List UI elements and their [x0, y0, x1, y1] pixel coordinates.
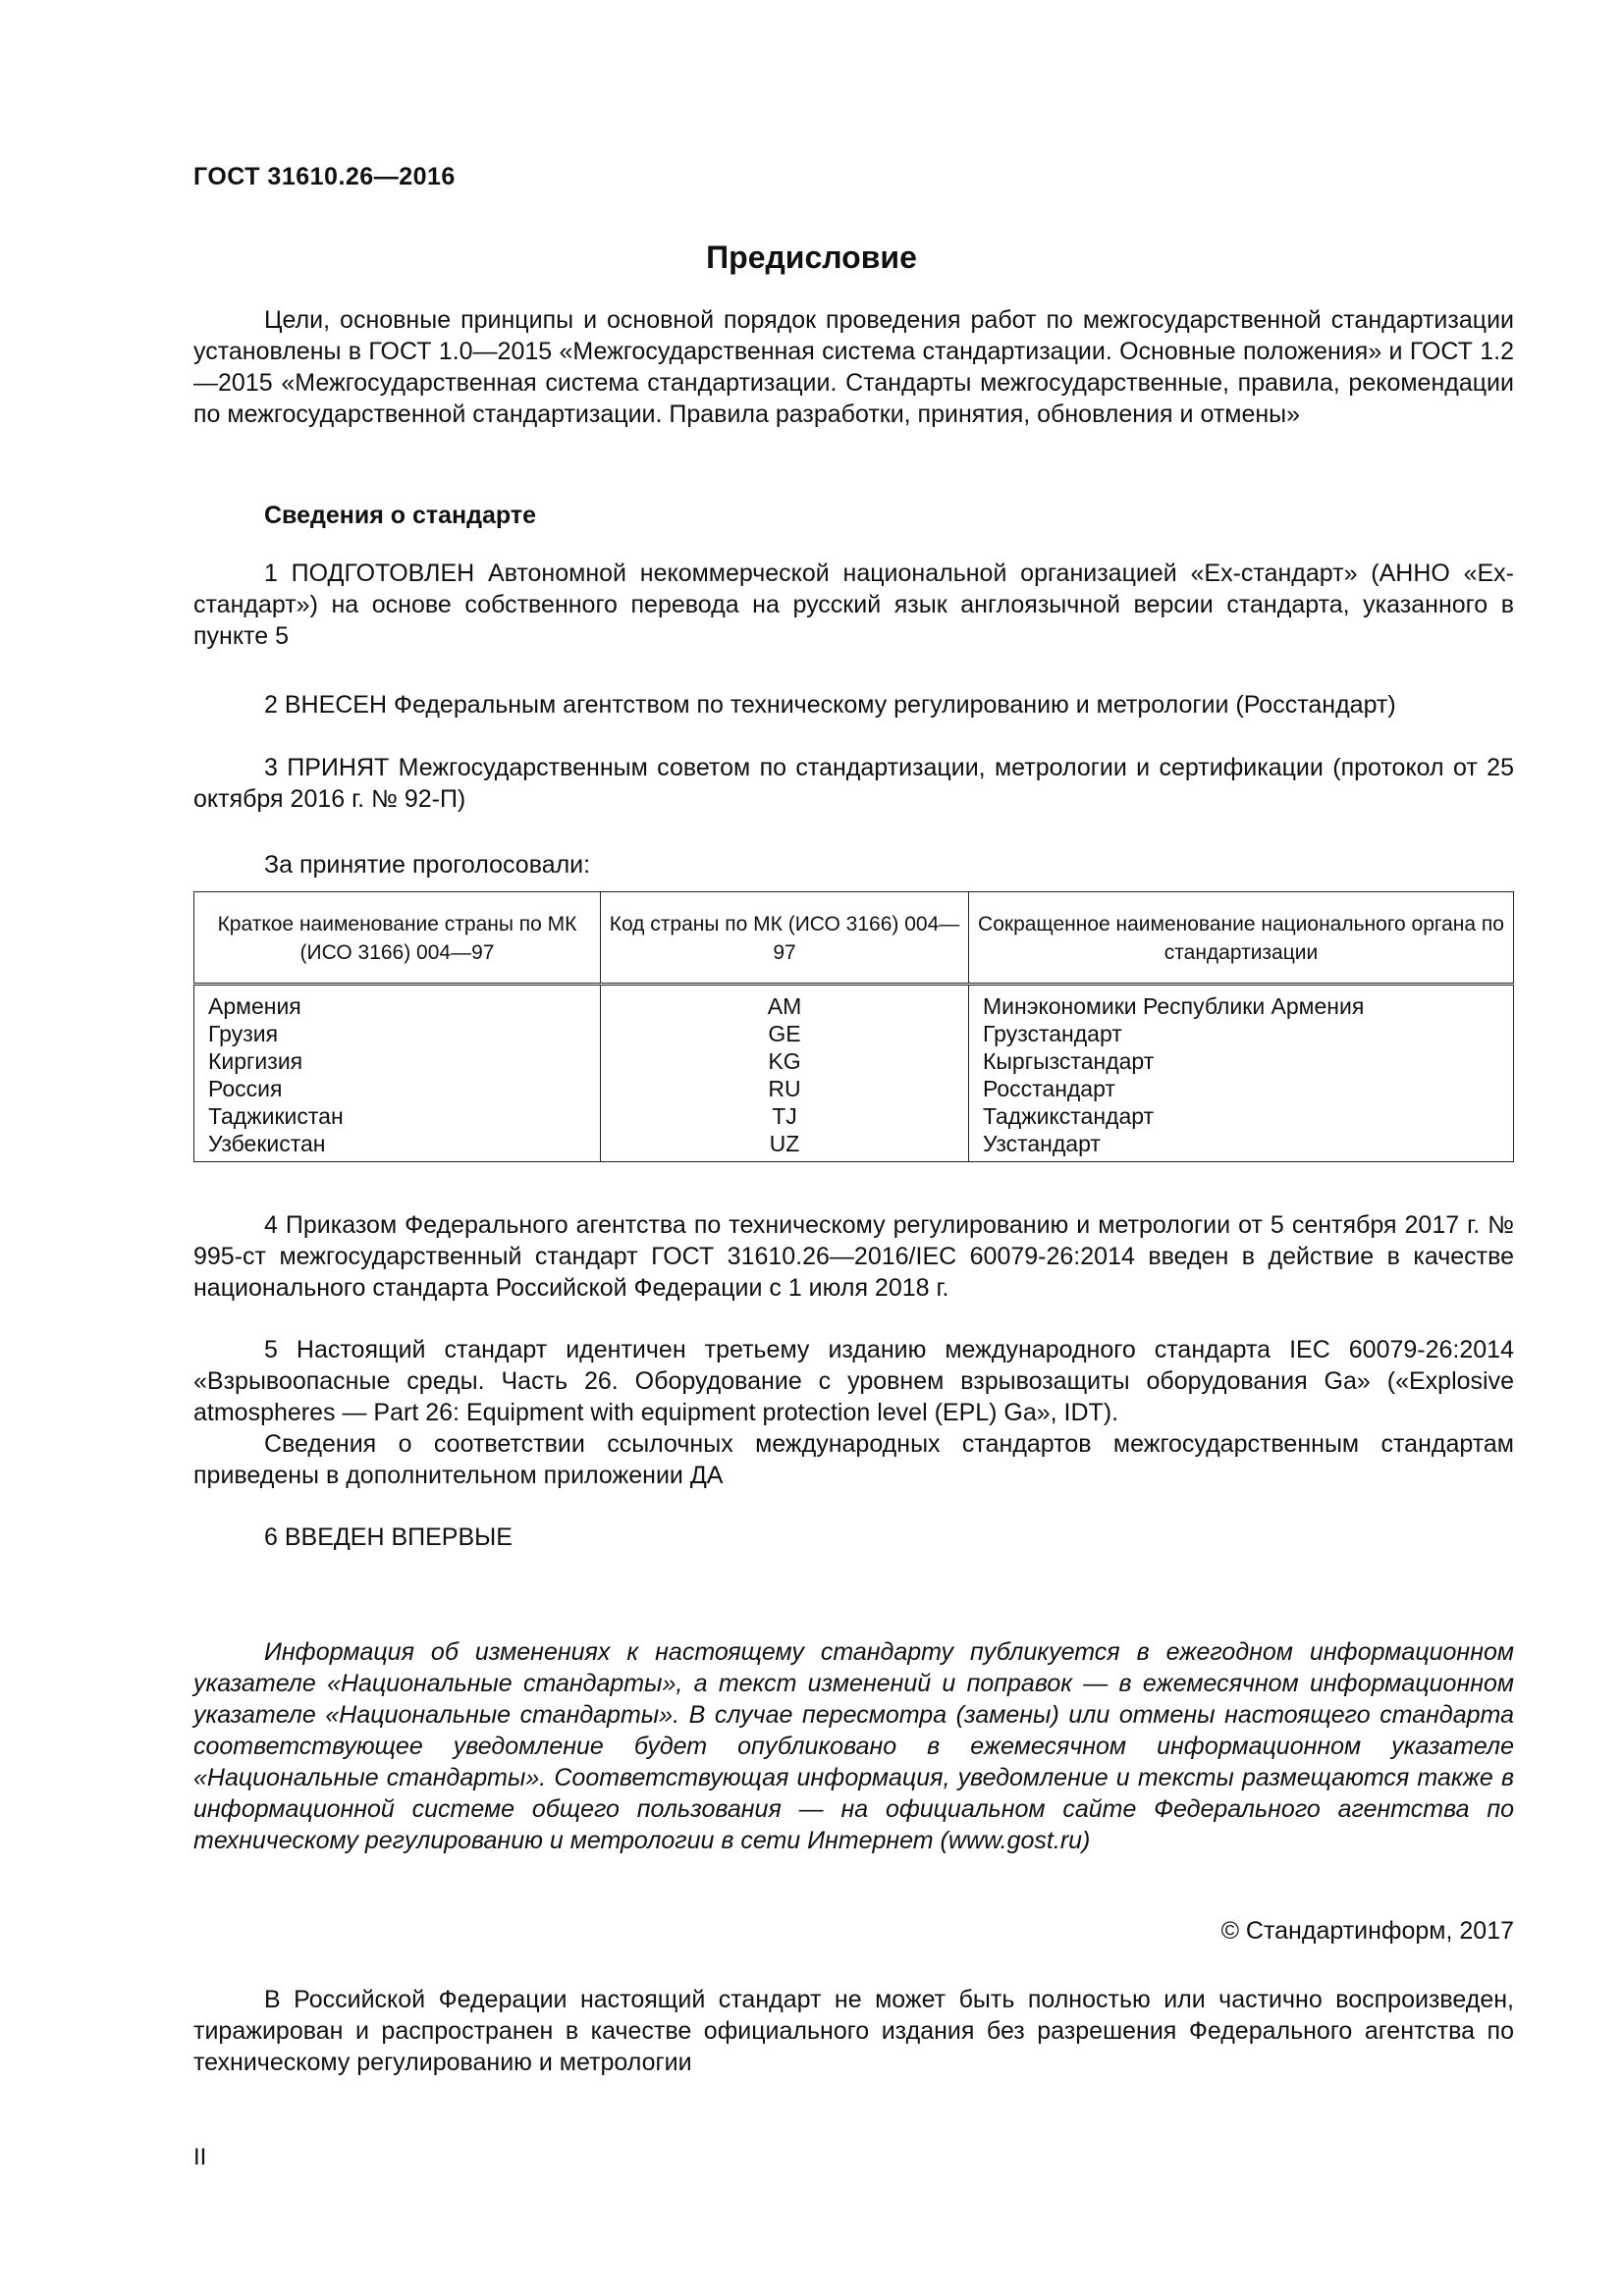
item-5-references-paragraph: Сведения о соответствии ссылочных международных стандартов межгосударственным стандартам приведены в дополнительном приложении ДА — [193, 1430, 1514, 1489]
info-notice: Информация об изменениях к настоящему стандарту публикуется в ежегодном информационном указателе «Национальные стандарты», а текст изменений и поправок — в ежемесячном информационном указателе «Национальные стандарты». В случае пересмотра (замены) или отмены настоящего стандарта соответствующее уведомление будет опубликовано в ежемесячном информационном указателе «Национальные стандарты». Соответствующая информация, уведомление и тексты размещаются также в информационной системе общего пользования — на официальном сайте Федерального агентства по техническому регулированию и метрологии в сети Интернет (www.gost.ru) — [193, 1638, 1514, 1854]
table-row — [194, 1020, 1514, 1047]
standards-body: Кыргызстандарт — [969, 1047, 1514, 1075]
voting-countries-table — [193, 891, 1514, 1162]
country-code: AM — [601, 985, 969, 1021]
table-header-country: Краткое наименование страны по МК (ИСО 3166) 004—97 — [194, 892, 601, 985]
copyright: © Стандартинформ, 2017 — [1220, 1917, 1514, 1945]
table-row — [194, 1075, 1514, 1102]
table-row — [194, 1047, 1514, 1075]
section-heading: Сведения о стандарте — [264, 502, 537, 529]
country-name: Армения — [194, 985, 601, 1021]
standards-body: Таджикстандарт — [969, 1102, 1514, 1130]
standards-body: Грузстандарт — [969, 1020, 1514, 1047]
standards-body: Росстандарт — [969, 1075, 1514, 1102]
table-header-code: Код страны по МК (ИСО 3166) 004—97 — [601, 892, 969, 985]
table-header-row — [194, 892, 1514, 985]
document-code: ГОСТ 31610.26—2016 — [193, 163, 456, 190]
country-name: Россия — [194, 1075, 601, 1102]
item-6-paragraph: 6 ВВЕДЕН ВПЕРВЫЕ — [264, 1523, 513, 1551]
country-code: UZ — [601, 1130, 969, 1162]
country-name: Киргизия — [194, 1047, 601, 1075]
country-code: GE — [601, 1020, 969, 1047]
country-code: KG — [601, 1047, 969, 1075]
item-4-paragraph: 4 Приказом Федерального агентства по техническому регулированию и метрологии от 5 сентября 2017 г. № 995-ст межгосударственный стандарт ГОСТ 31610.26—2016/IEC 60079-26:2014 введен в действие в качестве национального стандарта Российской Федерации с 1 июля 2018 г. — [193, 1211, 1514, 1302]
country-code: TJ — [601, 1102, 969, 1130]
table-row — [194, 1130, 1514, 1162]
table-header-body: Сокращенное наименование национального органа по стандартизации — [969, 892, 1514, 985]
standards-body: Минэкономики Республики Армения — [969, 985, 1514, 1021]
standards-body: Узстандарт — [969, 1130, 1514, 1162]
item-3-paragraph: 3 ПРИНЯТ Межгосударственным советом по стандартизации, метрологии и сертификации (протокол от 25 октября 2016 г. № 92-П) — [193, 754, 1514, 813]
page-number: II — [193, 2144, 207, 2170]
votes-intro: За принятие проголосовали: — [264, 851, 591, 879]
intro-paragraph: Цели, основные принципы и основной порядок проведения работ по межгосударственной стандартизации установлены в ГОСТ 1.0—2015 «Межгосударственная система стандартизации. Основные положения» и ГОСТ 1.2—2015 «Межгосударственная система стандартизации. Стандарты межгосударственные, правила, рекомендации по межгосударственной стандартизации. Правила разработки, принятия, обновления и отмены» — [193, 306, 1514, 428]
item-1-paragraph: 1 ПОДГОТОВЛЕН Автономной некоммерческой национальной организацией «Ех-стандарт» (АННО «Ех-стандарт») на основе собственного перевода на русский язык англоязычной версии стандарта, указанного в пункте 5 — [193, 560, 1514, 650]
country-name: Узбекистан — [194, 1130, 601, 1162]
item-5-paragraph: 5 Настоящий стандарт идентичен третьему изданию международного стандарта IEC 60079-26:2014 «Взрывоопасные среды. Часть 26. Оборудование с уровнем взрывозащиты оборудования Ga» («Explosive atmospheres — Part 26: Equipment with equipment protection level (EPL) Ga», IDT). — [193, 1336, 1514, 1426]
country-code: RU — [601, 1075, 969, 1102]
table-row — [194, 985, 1514, 1021]
country-name: Таджикистан — [194, 1102, 601, 1130]
item-2-paragraph: 2 ВНЕСЕН Федеральным агентством по техническому регулированию и метрологии (Росстандарт) — [264, 691, 1396, 719]
page-title: Предисловие — [706, 240, 917, 275]
table-row — [194, 1102, 1514, 1130]
restriction-notice: В Российской Федерации настоящий стандарт не может быть полностью или частично воспроизведен, тиражирован и распространен в качестве официального издания без разрешения Федерального агентства по техническому регулированию и метрологии — [193, 1986, 1514, 2076]
country-name: Грузия — [194, 1020, 601, 1047]
